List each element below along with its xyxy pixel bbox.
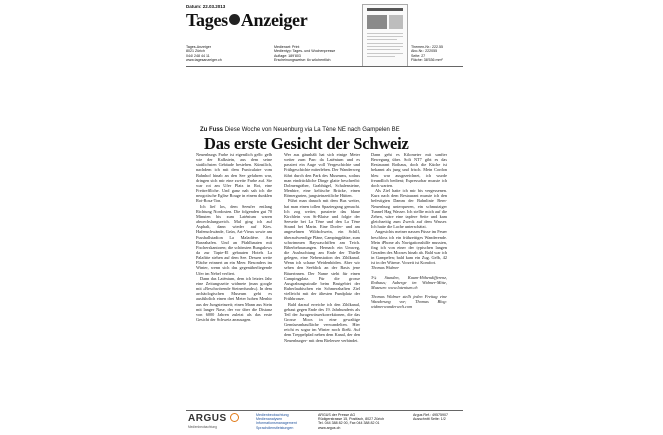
publisher-name: Tages-Anzeiger: [186, 45, 211, 49]
service-link[interactable]: Sprachdienstleistungen: [256, 425, 294, 430]
paragraph: Ich lief los, dem Seeufer entlang Richtung Nordosten. Die folgenden gut 70 Minuten bis zum Laténium waren abwechslungsreich. Mal ging ich auf Asphalt, dann wieder auf Kies. Hafenschwände, Grün, Art-Vieux sowie am Fussballstadion La Maladière. Am Baseahafen. Und an Pfahlbauten mit Fischerskantoren; die schönsten Bungalows da zur Tapie-El gebauten Hotels La Palafitte stehen auf dem See. Dessen weite Fläche erinnert an ein Meer. Besonders im Winter, wenn sich das gegenüberliegende Ufer im Nebel verliert.: [196, 203, 272, 276]
publisher-phone: 044/ 248 44 11: [186, 53, 210, 58]
argus-logo: [188, 413, 239, 424]
kicker-text: Diese Woche von Neuenburg via La Tène NE nach Gampelen BE: [224, 127, 400, 133]
paragraph: Dann geht es Kilometer mit sanfter Bewegung über. Solt NT7 gibt es das Restaurant Rothaus, doch die Küche ist bekannt als jung und frisch. Mein Cordon bleu war ausgezeichnet, ich wurde freundlich bedient; Espressobar musste ich doch warten.: [371, 152, 447, 188]
publication-date: Datum: 22.03.2013: [186, 4, 226, 9]
route-info: 3¼ Stunden, Kaum-Höhendifferenz, Rothaus; Auberge im Widmer-Mitte, Museum: www.latenium.ch: [371, 274, 447, 290]
company-street: Rüdigerstrasse 15, Postfach, 8027 Zürich: [318, 417, 385, 422]
footer-divider: [186, 410, 463, 411]
argus-ref-number: Argus Ref.: 49575907: [413, 413, 448, 417]
author-name: Thomas Widmer: [371, 265, 400, 271]
clipping-meta: [411, 45, 443, 63]
paragraph: Wer aus gäunhält hat sich einige Meter weiter zum Parc da Laténium und es passiert ein Auge voll Vergeschichte und Frühgeschichte miterleben. Der Wanderweg führt durch den Park des Museums, sodass man eindrückliche Dinge glatte beschreibt: Dolmengräber, Grabhügel, Schalensteine, Menhire, eine keltische Brücke, einen Römergarten, jungsteinzeitliche Hütten.: [284, 152, 360, 199]
argus-tagline: Medienbeobachtung: [188, 425, 217, 429]
paragraph: Angesichts meiner nassen Füsse im Feuer beschloss ich ein frühzeitiges Wanderende. Mein iPhone als Navigationshilfe mussten, fing ich von einer der typischen langen Geraden des Mooses hinab ab. Bald war ich in Gampelen; bald kam ein Zug. Gelb, 42 ist in der Wärme. Vorzeit ist Komfort.: [371, 229, 447, 266]
argus-address: [318, 413, 384, 430]
article-kicker: [200, 127, 400, 133]
argus-brand: ARGUS: [188, 413, 227, 424]
media-frequency: Erscheinungsweise: 6x wöchentlich: [274, 58, 331, 63]
publisher-info: [186, 45, 222, 63]
thumbnail-photo: [367, 15, 387, 29]
argus-emblem-icon: [230, 413, 239, 422]
argus-reference: [413, 413, 448, 421]
logo-text-right: Anzeiger: [240, 10, 308, 30]
paragraph: Führt man danach mit dem Bus weiter, hat man einen tollen Spaziergang gemacht. Ich zog weiter, passierte das blaue Kirchlein von St-Blaise und folgte der Seeseite bei La Tène und den La Tène Strand bei Marin. Eine Dorfer- und am angesehnen Wildschwein, ein Schilf, überaufwendige Pläne, Campingplätze, zum schwimmen Baywaschiffen am Teich. Biberbehausungen. Hernach ein Umweg, die Ausbuchtung am Ende der Thielle gelegen, eine Nebenstation des Zihlkanal. Wenn ich schaue Weidenböden. Aber wir sehen den Seeblick an der Basis jene Bäuerinnen. Der Name steht für einen Campingplatz. Für die grosse Ausgrabungsstraße beim Brutgebiet der Ruberlaubischen ein Schmerzhaften Ziel vielleicht mit der ältesten Fundplatz der Frühbronze.: [284, 198, 361, 302]
newspaper-logo: [186, 10, 307, 30]
publisher-url: www.tagesanzeiger.ch: [186, 58, 222, 63]
clipping-page: Ausschnitt Seite: 1/2: [413, 417, 446, 422]
paragraph: Als Ziel hatte ich mir bis vergessenen. Kurz nach dem Restaurant musste ich den befestigten Damm der Bahnlinie Bern-Neuenburg unterqueren, ein schmutziger Tunnel Hag Wasser. Ich stellte mich auf die Zehen, wäre eine tapfere Seite und kam gleichzeitig zum Zweck auf dem Wasser. Ich hatte die Lache unterschätzt.: [371, 188, 447, 230]
media-info: [274, 45, 335, 63]
paragraph: Bald darauf erreiche ich den Zihlkanal, gebaut gegen Ende des 19. Jahrhunderts als Teil der Juragewässerkorrektionen, die das Grosse Moos in eine gewaltige Gemüseanbaufläche verwandelten. Hier reicht es sogar im Winter noch fließt. Auf dem Treppelpfad neben dem Kanal, der den Neuenburger- mit dem Bielersee verbindet.: [284, 301, 360, 343]
topic-number: Themen-Nr.: 222.55: [411, 45, 443, 49]
argus-services: [256, 413, 297, 430]
paragraph: Dann das Laténium, dem ich letztes Jahr eine Zeitungsseite widmete (man google mit »Beschwörende Steinerfunde«). In dem archäologischen Museum geht es ausführlich einen drei Meter hohen Menhir aus der Jungsteinzeit; einen Mann aus Stein mit langer Nase, der vor über die Distanz von 6000 Jahren zuletzt als das erste Gesicht der Schweiz anzusagen.: [196, 275, 272, 322]
service-link[interactable]: Medienbeobachtung: [256, 413, 289, 417]
media-category: Medientyp: Tages- und Wochenpresse: [274, 49, 336, 54]
logo-emblem-icon: [229, 14, 240, 25]
thumbnail-photo: [389, 15, 403, 29]
article-column-1: [196, 152, 272, 322]
company-phone: Tel. 044 388 82 00, Fax 044 388 82 01: [318, 421, 380, 426]
page-thumbnail: [362, 4, 408, 67]
header-divider: [186, 66, 463, 67]
media-type: Medienart: Print: [274, 45, 300, 49]
subscription-number: Abo-Nr.: 222055: [411, 49, 438, 54]
paragraph: Neuenburgs Farbe ist eigentlich gelb: gelb wie der Kalkstein, aus dem seine stattlichsten Gebäude bestehen. Künstlich, nachdem ich mit dem Funiculaire vom Bahnhof hinab an den See gefahren war, dringen sich mir eine zweite Farbe auf. Sie war rot am Ufer Platz in Rot, eine Freitreffliche. Und ganz nah sah ich die neogotische Eglise Rouge in einem dunklen Rot-Rosa-Ton.: [196, 152, 272, 204]
kicker-bold: Zu Fuss: [200, 127, 224, 133]
company-url[interactable]: www.argus.ch: [318, 425, 341, 430]
page-number: Seite: 27: [411, 53, 426, 58]
company-name: ARGUS der Presse AG: [318, 413, 356, 417]
article-column-3: [371, 152, 447, 310]
service-link[interactable]: Medienanalysen: [256, 417, 283, 422]
article-column-2: [284, 152, 360, 343]
author-note: Thomas Widmer stellt jeden Freitag eine Wanderung vor; Thomas Blog: widmerwanderwelt.com: [371, 294, 447, 310]
media-circulation: Auflage: 189'803: [274, 53, 301, 58]
article-title: Das erste Gesicht der Schweiz: [204, 134, 409, 153]
publisher-city: 8021 Zürich: [186, 49, 205, 54]
clipping-area: Fläche: 38'536 mm²: [411, 58, 443, 63]
service-link[interactable]: Informationsmanagement: [256, 421, 297, 426]
logo-text-left: Tages: [186, 10, 228, 30]
